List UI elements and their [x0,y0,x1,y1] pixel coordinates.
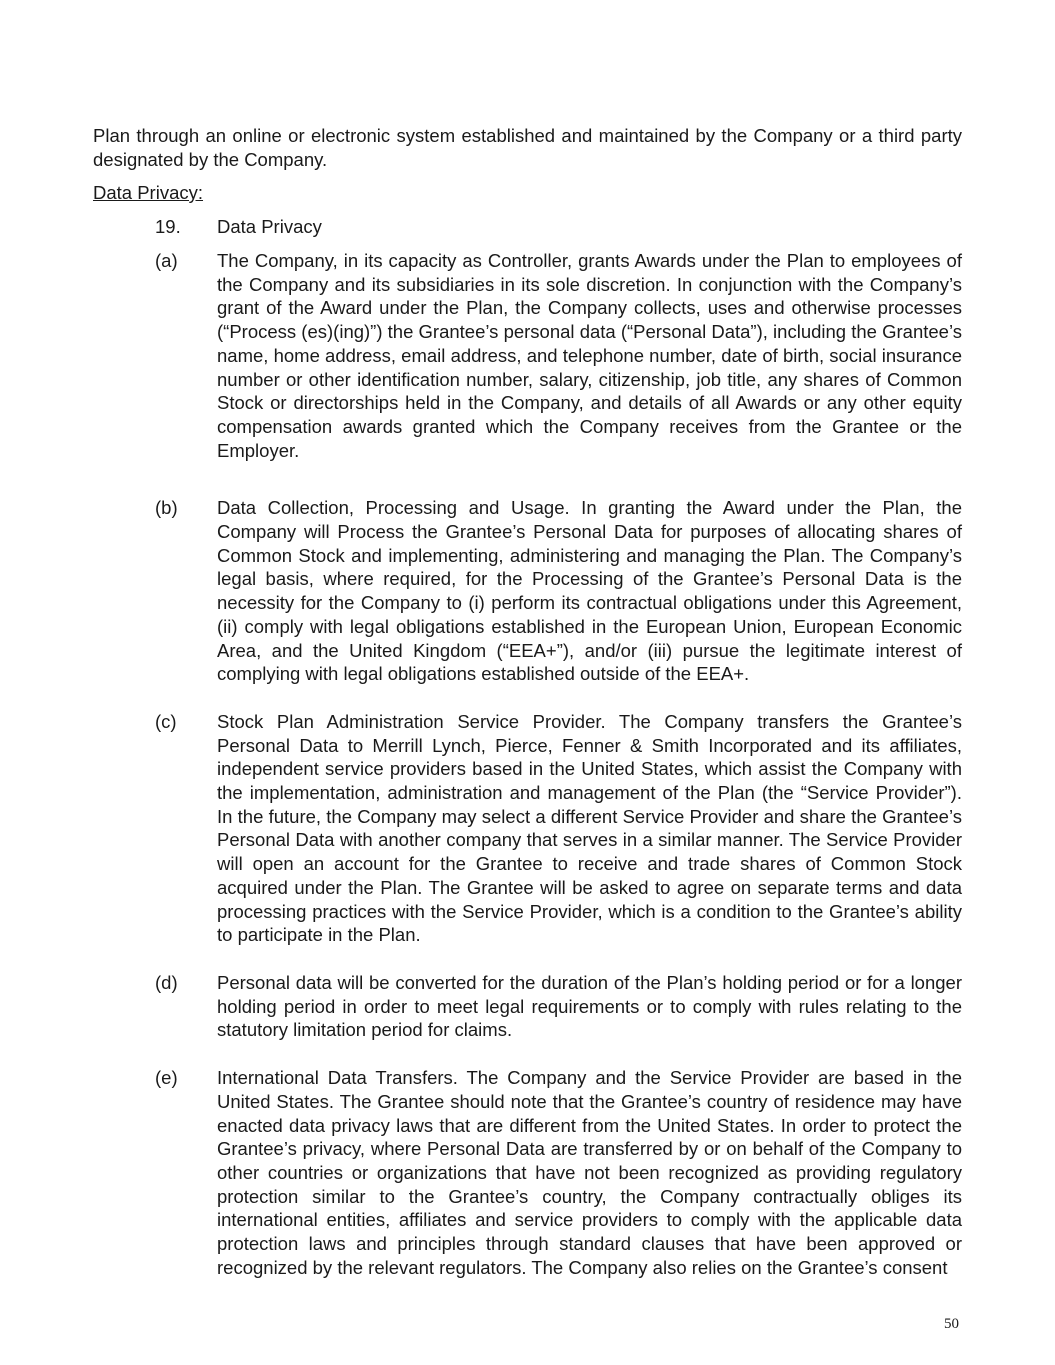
item-text: International Data Transfers. The Company and the Service Provider are based in the United States. The Grantee should note that the Grantee’s country of residence may have enacted data privacy laws that are different from the United States. In order to protect the Grantee’s privacy, where Personal Data are transferred by or on behalf of the Company to other countries or organizations that have not been recognized as providing regulatory protection similar to the Grantee’s country, the Company contractually obliges its international entities, affiliates and service providers to comply with the applicable data protection laws and principles through standard clauses that have been approved or recognized by the relevant regulators. The Company also relies on the Grantee’s consent [217,1067,962,1278]
item-text: Stock Plan Administration Service Provider. The Company transfers the Grantee’s Personal Data to Merrill Lynch, Pierce, Fenner & Smith Incorporated and its affiliates, independent service providers based in the United States, which assist the Company with the implementation, administration and management of the Plan (the “Service Provider”). In the future, the Company may select a different Service Provider and share the Grantee’s Personal Data with another company that serves in a similar manner. The Service Provider will open an account for the Grantee to receive and trade shares of Common Stock acquired under the Plan. The Grantee will be asked to agree on separate terms and data processing practices with the Service Provider, which is a condition to the Grantee’s ability to participate in the Plan. [217,710,962,946]
list-item [93,1066,962,1279]
list-item [93,710,962,947]
data-privacy-heading: Data Privacy: [93,182,204,203]
item-label: (d) [155,971,178,993]
intro-paragraph: Plan through an online or electronic system established and maintained by the Company or a third party designated by the Company. [93,125,962,170]
item-text: The Company, in its capacity as Controller, grants Awards under the Plan to employees of the Company and its subsidiaries in its sole discretion. In conjunction with the Company’s grant of the Award under the Plan, the Company collects, uses and otherwise processes (“Process (es)(ing)”) the Grantee’s personal data (“Personal Data”), including the Grantee’s name, home address, email address, and telephone number, date of birth, social insurance number or other identification number, salary, citizenship, job title, any shares of Common Stock or directorships held in the Company, and details of all Awards or any other equity compensation awards granted which the Company receives from the Grantee or the Employer. [217,250,962,461]
item-label: (a) [155,250,178,271]
section-number: 19. [155,216,181,237]
item-text: Personal data will be converted for the duration of the Plan’s holding period or for a longer holding period in order to meet legal requirements or to comply with rules relating to the statutory limitation period for claims. [217,971,962,1041]
section-title-row [93,215,962,239]
list-item [93,249,962,462]
item-label: (e) [155,1067,178,1089]
list-item [93,496,962,686]
list-item [93,971,962,1042]
item-label: (c) [155,710,177,732]
section-title: Data Privacy [217,216,322,237]
document-page [93,124,962,1279]
page-number: 50 [944,1316,959,1332]
item-label: (b) [155,497,178,519]
item-text: Data Collection, Processing and Usage. In granting the Award under the Plan, the Company will Process the Grantee’s Personal Data for purposes of allocating shares of Common Stock and implementing, administering and managing the Plan. The Company’s legal basis, where required, for the Processing of the Grantee’s Personal Data is the necessity for the Company to (i) perform its contractual obligations under this Agreement, (ii) comply with legal obligations established in the European Union, European Economic Area, and the United Kingdom (“EEA+”), and/or (iii) pursue the legitimate interest of complying with legal obligations established outside of the EEA+. [217,497,962,685]
